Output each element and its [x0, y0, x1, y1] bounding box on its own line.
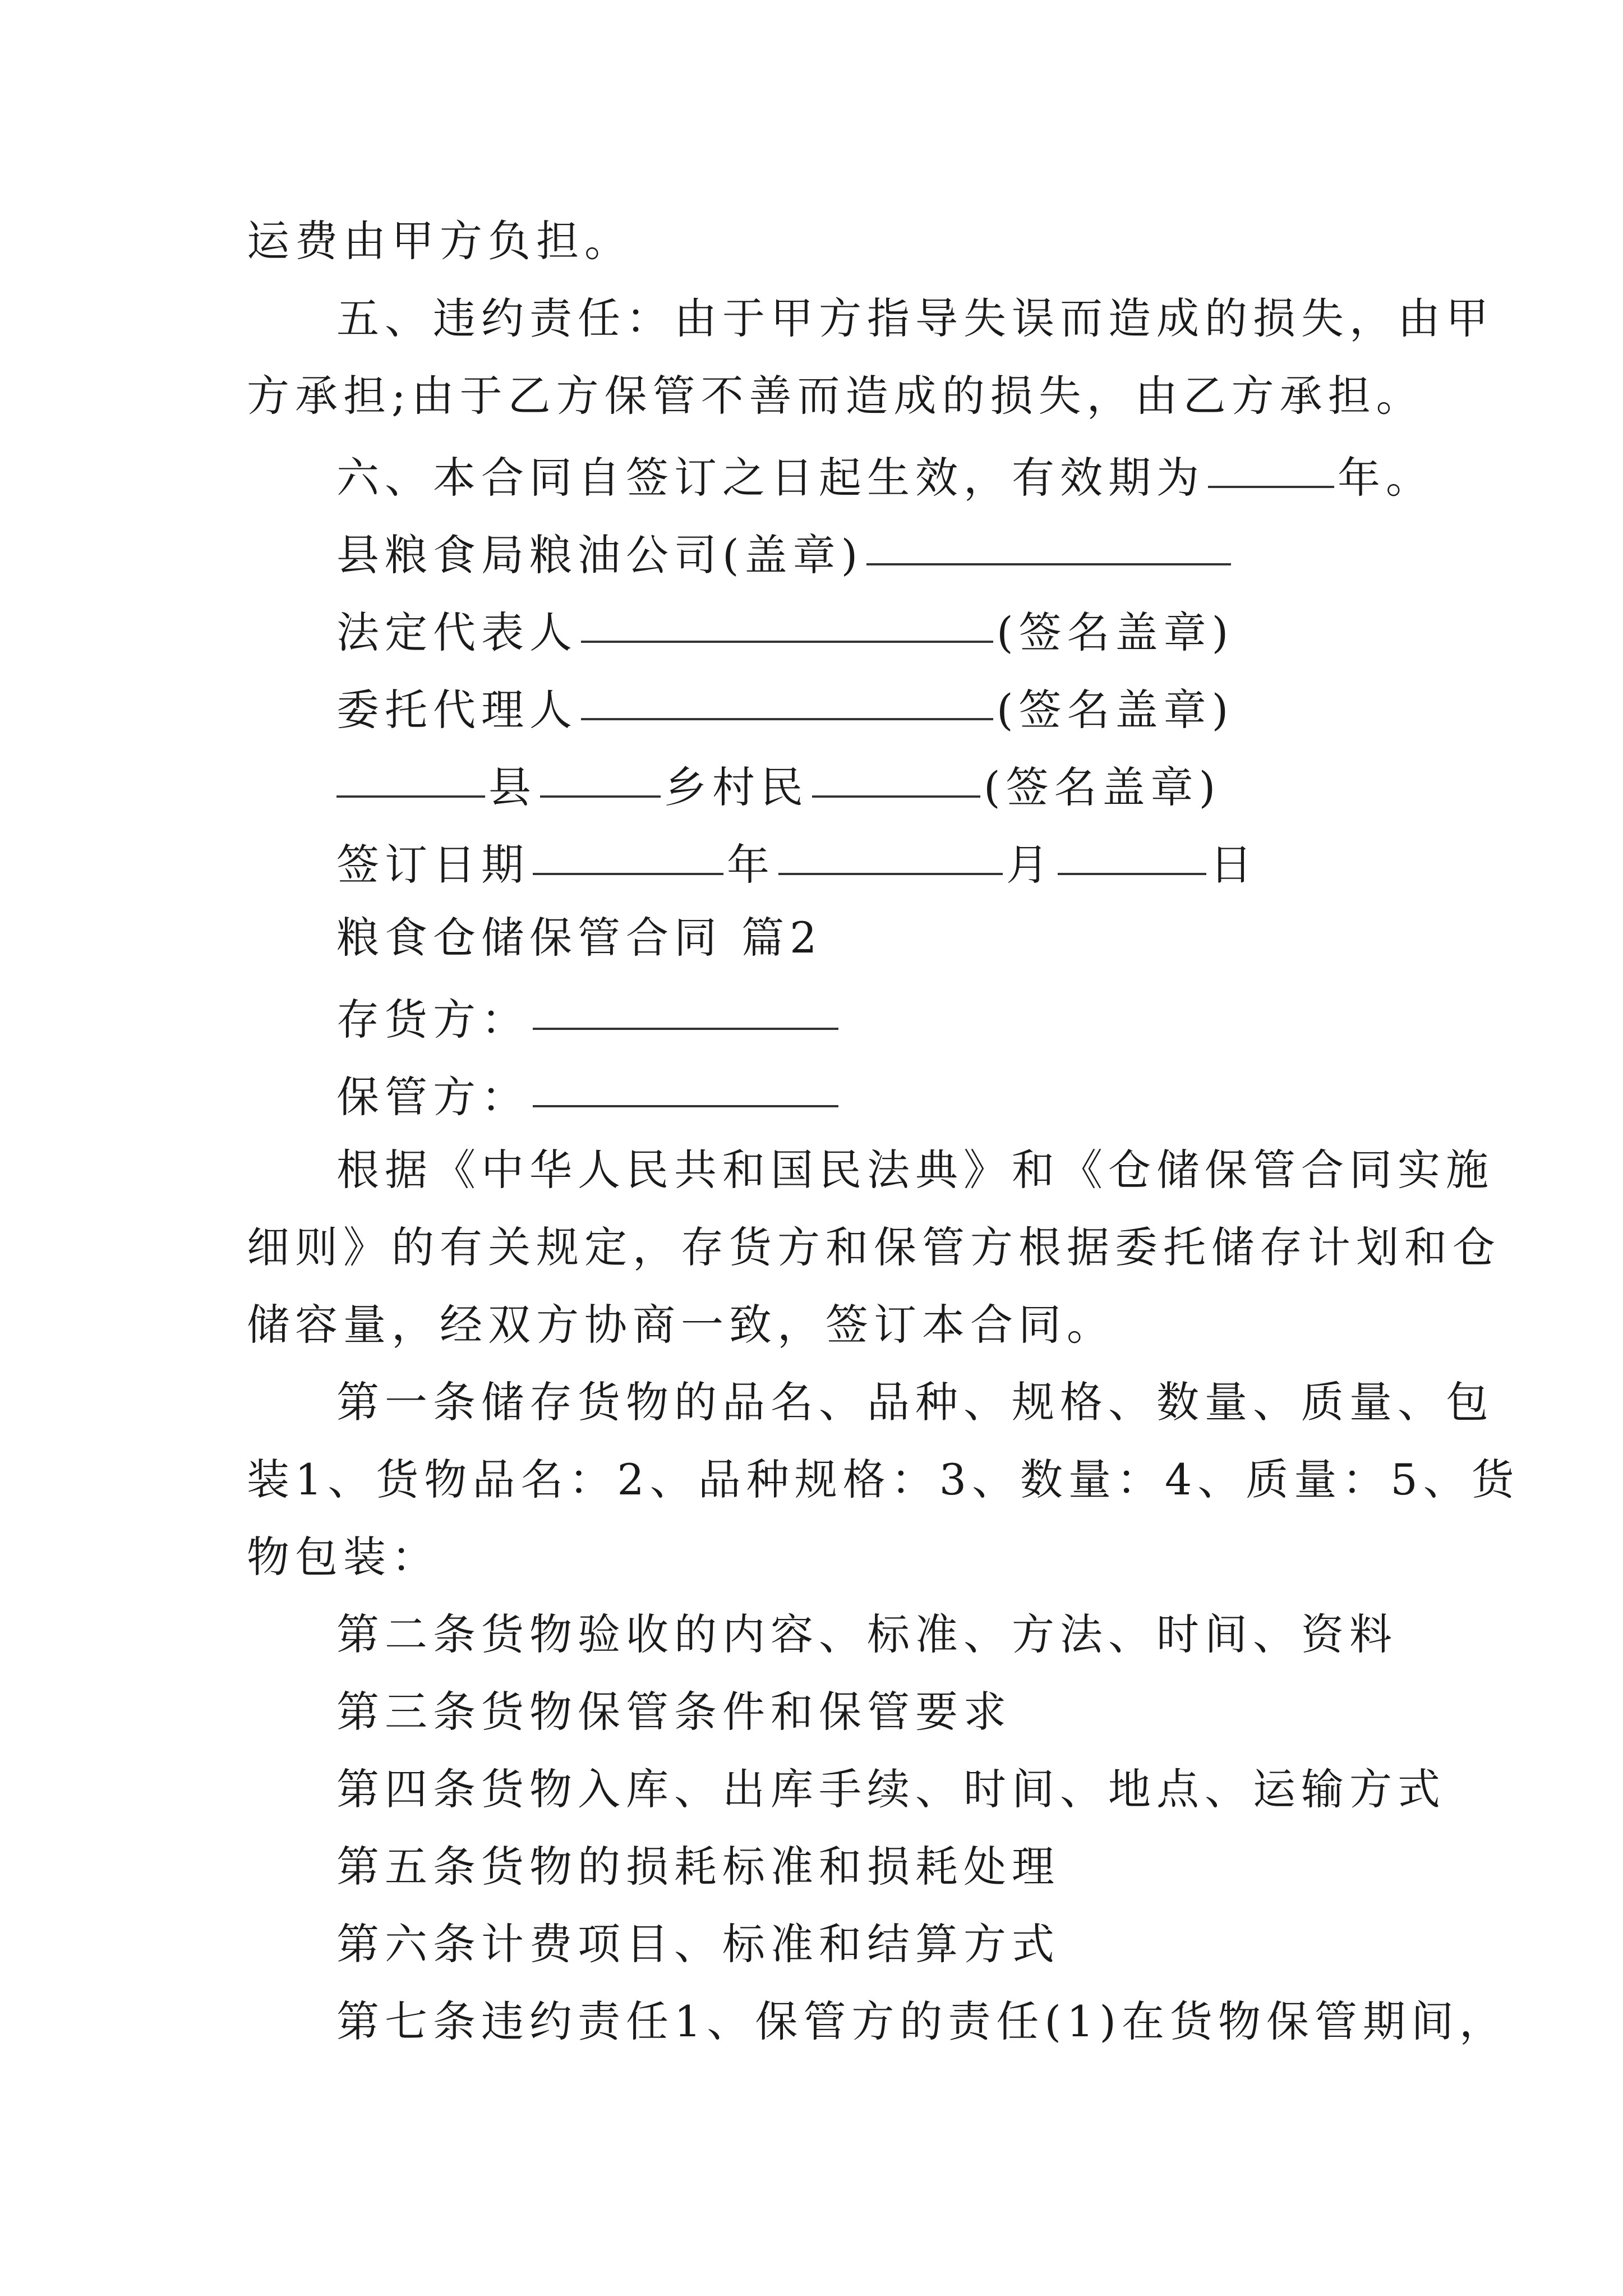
line-text: 年: [727, 840, 775, 890]
article-line: [336, 1916, 1060, 1972]
paragraph-line: [247, 213, 633, 269]
blank-underline: [533, 832, 723, 875]
line-suffix: (签名盖章): [984, 762, 1221, 812]
article-line: [336, 1994, 1507, 2050]
line-text: 第六条计费项目、标准和结算方式: [336, 1919, 1060, 1969]
line-text: 县粮食局粮油公司(盖章): [336, 530, 864, 580]
line-text: 乡村民: [664, 762, 809, 812]
article-line: [336, 1607, 1398, 1663]
line-text: 装1、货物品名：2、品种规格：3、数量：4、质量：5、货: [247, 1455, 1520, 1504]
line-suffix: 年。: [1338, 453, 1434, 503]
signature-line: [336, 678, 1234, 734]
line-text: 粮食仓储保管合同 篇2: [336, 913, 823, 963]
line-text: 方承担;由于乙方保管不善而造成的损失，由乙方承担。: [247, 371, 1424, 421]
line-text: 第三条货物保管条件和保管要求: [336, 1687, 1012, 1737]
blank-underline: [581, 678, 993, 720]
date-line: [336, 832, 1258, 889]
paragraph-line: [336, 291, 1494, 347]
article-line: [336, 1761, 1446, 1818]
paragraph-line: [336, 1374, 1494, 1430]
line-text: 保管方：: [336, 1072, 529, 1122]
line-text: 委托代理人: [336, 685, 578, 735]
line-text: 五、违约责任：由于甲方指导失误而造成的损失，由甲: [336, 293, 1494, 343]
line-text: 签订日期: [336, 840, 529, 890]
line-text: 第一条储存货物的品名、品种、规格、数量、质量、包: [336, 1377, 1494, 1427]
blank-underline: [533, 1065, 838, 1107]
article-line: [336, 1839, 1060, 1895]
line-text: 第四条货物入库、出库手续、时间、地点、运输方式: [336, 1764, 1446, 1814]
paragraph-line: [247, 368, 1424, 424]
blank-underline: [533, 987, 838, 1030]
blank-underline: [540, 755, 661, 798]
signature-line: [336, 600, 1234, 656]
party-line: [336, 1065, 842, 1121]
paragraph-line: [336, 1142, 1494, 1198]
section-title: [336, 910, 823, 966]
paragraph-line: [247, 1452, 1520, 1508]
line-text: 存货方：: [336, 995, 529, 1045]
line-text: 日: [1210, 840, 1258, 890]
signature-line: [336, 755, 1221, 811]
blank-underline: [812, 755, 980, 798]
paragraph-line: [247, 1529, 440, 1585]
blank-underline: [581, 600, 993, 643]
line-text: 法定代表人: [336, 608, 578, 657]
article-line: [336, 1684, 1012, 1740]
paragraph-line: [336, 445, 1434, 501]
line-text: 储容量，经双方协商一致，签订本合同。: [247, 1300, 1115, 1350]
line-text: 细则》的有关规定，存货方和保管方根据委托储存计划和仓: [247, 1222, 1501, 1272]
line-text: 第二条货物验收的内容、标准、方法、时间、资料: [336, 1609, 1398, 1659]
signature-line: [336, 523, 1234, 579]
line-suffix: (签名盖章): [997, 608, 1234, 657]
line-text: 物包装：: [247, 1532, 440, 1582]
paragraph-line: [247, 1220, 1501, 1276]
blank-underline: [336, 755, 485, 798]
blank-underline: [866, 523, 1231, 565]
paragraph-line: [247, 1297, 1115, 1353]
line-text: 六、本合同自签订之日起生效，有效期为: [336, 453, 1205, 503]
line-suffix: (签名盖章): [997, 685, 1234, 735]
line-text: 县: [488, 762, 537, 812]
line-text: 第五条货物的损耗标准和损耗处理: [336, 1842, 1060, 1892]
blank-underline: [778, 832, 1003, 875]
line-text: 月: [1006, 840, 1054, 890]
party-line: [336, 987, 842, 1043]
line-text: 运费由甲方负担。: [247, 216, 633, 266]
blank-underline: [1058, 832, 1206, 875]
line-text: 第七条违约责任1、保管方的责任(1)在货物保管期间，: [336, 1996, 1508, 2046]
blank-underline: [1208, 445, 1334, 488]
line-text: 根据《中华人民共和国民法典》和《仓储保管合同实施: [336, 1145, 1494, 1195]
